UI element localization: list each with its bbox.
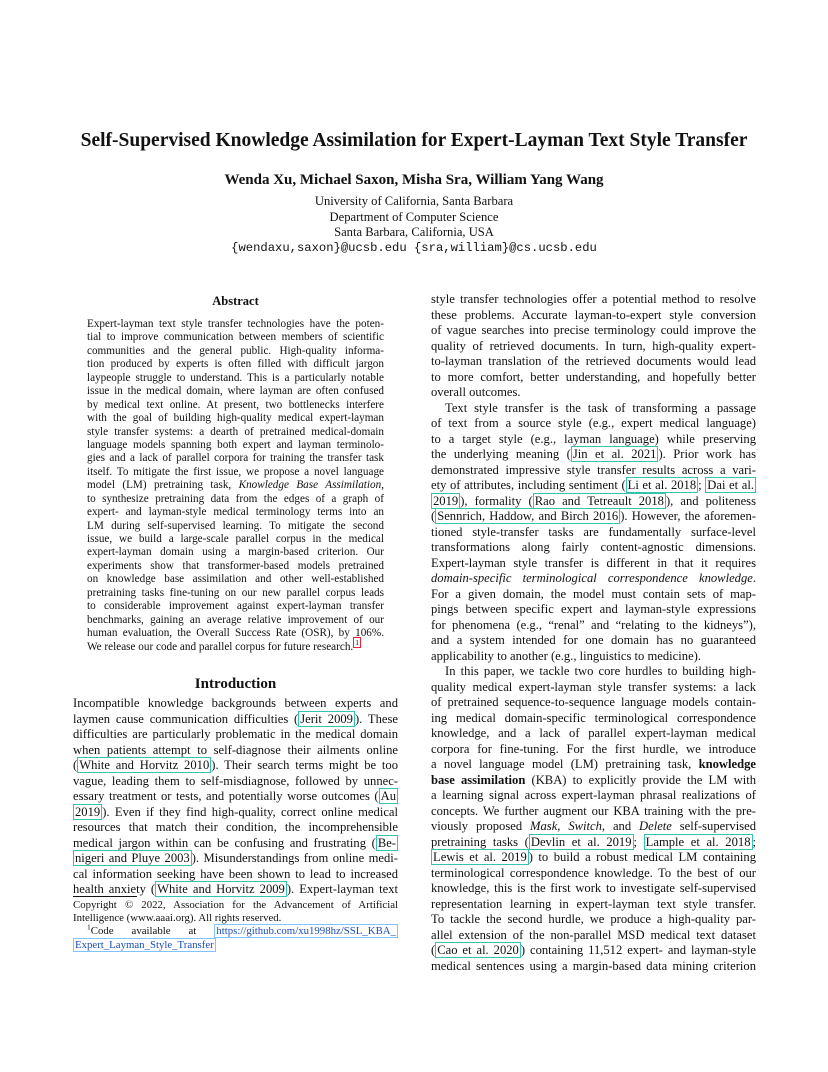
citation-rao[interactable]: Rao and Tetreault 2018 xyxy=(534,493,664,508)
introduction-left-column xyxy=(73,696,398,898)
introduction-heading: Introduction xyxy=(194,676,277,692)
abstract-line: issue in the medical domain, where layman are often confused xyxy=(87,385,384,398)
affiliation-department: Department of Computer Science xyxy=(329,209,499,224)
copyright-line: Intelligence (www.aaai.org). All rights reserved. xyxy=(73,912,282,925)
citation-cao[interactable]: Cao et al. 2020 xyxy=(437,943,519,957)
body-line: and a system intended for one domain has no guaranteed xyxy=(431,633,756,647)
citation-benigeri-cont[interactable]: nigeri and Pluye 2003 xyxy=(75,851,190,865)
body-line: ety of attributes, including sentiment ( Li et al. 2018 ; Dai et al. xyxy=(431,478,754,492)
abstract-line: experiments show that transformer-based models pretrained xyxy=(87,559,384,572)
body-line: applicability to another (e.g., linguistics to medicine). xyxy=(431,648,701,663)
body-line: to-layman translation of the retrieved documents would lead xyxy=(431,354,756,368)
abstract-line: benchmarks, gaining an average relative improvement of our xyxy=(87,613,384,626)
footnote-marker-link[interactable]: 1 xyxy=(355,637,359,647)
body-line: Expert-layman style transfer is different in that it requires xyxy=(431,555,756,570)
intro-line: essary treatment or tests, and potentially worse outcomes ( Au xyxy=(73,789,396,803)
affiliation-university: University of California, Santa Barbara xyxy=(314,194,514,208)
body-line: pings between specific expert and layman-style expressions xyxy=(431,602,756,616)
intro-line: ( White and Horvitz 2010 ). Their search terms might be too xyxy=(73,758,398,772)
abstract-body xyxy=(87,318,384,654)
abstract-line: to synthesize pretraining data from the edges of a graph of xyxy=(87,492,384,505)
body-line: to a target style (e.g., layman language) while preserving xyxy=(431,431,756,446)
abstract-line: on knowledge base assimilation and other well-established xyxy=(87,573,384,586)
right-column xyxy=(431,292,756,974)
body-line: demonstrated impressive style transfer results across a vari- xyxy=(431,462,756,477)
abstract-line: issue, we build a large-scale parallel corpus in the medical xyxy=(87,533,384,545)
code-url-link-cont[interactable]: Expert_Layman_Style_Transfer xyxy=(75,938,214,951)
citation-white-2010[interactable]: White and Horvitz 2010 xyxy=(79,758,210,772)
body-line: quality medical expert-layman style transfer systems: a lack xyxy=(431,679,756,694)
abstract-line: itself. To mitigate the first issue, we propose a novel language xyxy=(87,465,384,478)
abstract-line-text: model (LM) pretraining task, xyxy=(87,479,239,492)
citation-sennrich[interactable]: Sennrich, Haddow, and Birch 2016 xyxy=(437,509,619,523)
abstract-line: tial to improve communication between members of scientific xyxy=(87,331,384,344)
intro-line: 2019 ). Even if they find high-quality, correct online medical xyxy=(75,804,398,819)
intro-line: difficulties are particularly problematic in the medical domain xyxy=(73,727,398,741)
body-line: corpora for fine-tuning. For the first hurdle, we introduce xyxy=(431,741,756,756)
abstract-line: by medical text online. At present, two bottlenecks interfere xyxy=(87,398,384,411)
citation-jerit[interactable]: Jerit 2009 xyxy=(300,711,353,726)
intro-line: laymen cause communication difficulties ( Jerit 2009 ). These xyxy=(73,711,398,726)
citation-lample[interactable]: Lample et al. 2018 xyxy=(645,834,751,849)
body-line: pretraining tasks ( Devlin et al. 2019 ; Lample et al. 2018 ; xyxy=(431,834,756,849)
intro-line: Incompatible knowledge backgrounds between experts and xyxy=(73,696,398,710)
body-line: knowledge, and a lack of parallel expert-layman medical xyxy=(431,726,756,740)
abstract-line-text: We release our code and parallel corpus for future research. xyxy=(87,640,354,653)
body-line: concepts. We further augment our KBA training with the pre- xyxy=(431,803,756,818)
body-line: a novel language model (LM) pretraining task, knowledge xyxy=(431,757,756,771)
body-line: these problems. Accurate layman-to-expert style conversion xyxy=(431,307,756,322)
body-line: Text style transfer is the task of transforming a passage xyxy=(445,400,756,415)
citation-dai-year[interactable]: 2019 xyxy=(433,493,459,508)
abstract-heading: Abstract xyxy=(212,294,259,308)
body-line: allel extension of the non-parallel MSD medical text dataset xyxy=(431,927,756,942)
citation-jin[interactable]: Jin et al. 2021 xyxy=(572,447,657,461)
body-line: To tackle the second hurdle, we produce a high-quality par- xyxy=(431,912,756,926)
body-line: ( Cao et al. 2020 ) containing 11,512 expert- and layman-style xyxy=(431,943,757,957)
citation-dai[interactable]: Dai et al. xyxy=(707,478,754,492)
intro-line: when patients attempt to self-diagnose their ailments online xyxy=(73,742,398,757)
abstract-line: LM during self-supervised learning. To mitigate the second xyxy=(87,519,384,532)
body-line: base assimilation (KBA) to explicitly provide the LM with xyxy=(431,772,756,787)
affiliation-emails: {wendaxu,saxon}@ucsb.edu {sra,william}@cs.ucsb.edu xyxy=(231,240,597,255)
citation-white-2009[interactable]: White and Horvitz 2009 xyxy=(157,882,285,896)
footnotes xyxy=(73,899,398,952)
citation-au[interactable]: Au xyxy=(380,789,396,803)
body-line: domain-specific terminological correspondence knowledge. xyxy=(431,571,756,585)
body-line: Lewis et al. 2019 ) to build a robust medical LM containing xyxy=(433,850,756,864)
body-line: of vague searches into precise terminology could improve the xyxy=(431,323,756,337)
body-line: medical sentences using a margin-based data mining criterion xyxy=(431,958,756,973)
body-line: for phenomena (e.g., “renal” and “relating to the kidneys”), xyxy=(431,617,756,632)
intro-line: cal information seeking have been shown to lead to increased xyxy=(73,866,398,881)
abstract-line: pretraining tasks fine-tuning on our new parallel corpus leads xyxy=(87,586,384,599)
code-footnote-cont xyxy=(73,939,398,952)
abstract-line-last xyxy=(87,637,384,654)
body-line: representation learning in expert-layman text style transfer. xyxy=(431,896,756,911)
author-list: Wenda Xu, Michael Saxon, Misha Sra, William Yang Wang xyxy=(224,172,604,188)
footnote-number: 1 xyxy=(87,922,91,932)
body-line: 2019 ), formality ( Rao and Tetreault 2018 ), and politeness xyxy=(433,493,756,508)
body-line: to more comfort, better understanding, and hopefully better xyxy=(431,369,756,384)
intro-line: resources that match their condition, the incomprehensible xyxy=(73,820,398,834)
body-line: For a given domain, the model must contain sets of map- xyxy=(431,586,756,601)
body-line: overall outcomes. xyxy=(431,385,521,399)
abstract-line: gies and a lack of parallel corpora for training the transfer task xyxy=(87,452,384,465)
body-line: style transfer technologies offer a potential method to resolve xyxy=(431,292,756,306)
abstract-line: tion produced by experts is often filled with difficult jargon xyxy=(87,358,384,371)
body-line: viously proposed Mask, Switch, and Delete self-supervised xyxy=(431,819,757,833)
intro-line: health anxiety ( White and Horvitz 2009 ). Expert-layman text xyxy=(73,882,398,896)
footnote-divider xyxy=(73,896,137,897)
affiliation-location: Santa Barbara, California, USA xyxy=(334,225,494,239)
citation-au-year[interactable]: 2019 xyxy=(75,804,101,819)
abstract-line: style transfer systems: a dearth of pretrained medical-domain xyxy=(87,425,384,438)
body-line: terminological correspondence knowledge. To the best of our xyxy=(431,865,756,880)
body-line: of pretrained sequence-to-sequence language models contain- xyxy=(431,695,756,709)
citation-li[interactable]: Li et al. 2018 xyxy=(627,478,697,492)
citation-devlin[interactable]: Devlin et al. 2019 xyxy=(530,834,632,849)
intro-line: nigeri and Pluye 2003 ). Misunderstandings from online medi- xyxy=(75,851,398,865)
body-line: of text from a source style (e.g., expert medical language) xyxy=(431,416,756,430)
abstract-line: human evaluation, the Overall Success Rate (OSR), by 106%. xyxy=(87,627,384,640)
kba-term: Knowledge Base Assimilation xyxy=(238,479,382,492)
intro-line: vague, leading them to self-misdiagnose, followed by unnec- xyxy=(73,773,398,788)
affiliation-block xyxy=(40,194,788,256)
body-line: knowledge, this is the first work to investigate self-supervised xyxy=(431,881,756,895)
body-line: a learning signal across expert-layman phrasal realizations of xyxy=(431,788,756,802)
abstract-line: to considerable improvement against expert-layman transfer xyxy=(87,600,384,613)
paper-title: Self-Supervised Knowledge Assimilation for Expert-Layman Text Style Transfer xyxy=(80,130,748,151)
abstract-line: language models spanning both expert and layman terminolo- xyxy=(87,438,384,451)
body-line: tioned style-transfer tasks are fundamentally surface-level xyxy=(431,524,756,539)
code-footnote xyxy=(73,922,398,938)
intro-line: medical jargon within can be confusing and frustrating ( Be- xyxy=(73,835,396,850)
abstract-line: Expert-layman text style transfer technologies have the poten- xyxy=(87,318,384,330)
body-line: the underlying meaning ( Jin et al. 2021 ). Prior work has xyxy=(431,447,757,461)
body-line: quality of retrieved documents. In turn, high-quality expert- xyxy=(431,338,756,353)
abstract-line-kba xyxy=(87,479,384,492)
abstract-line: laypeople struggle to understand. This is a particularly notable xyxy=(87,371,384,384)
citation-benigeri[interactable]: Be- xyxy=(377,835,396,850)
code-url-link[interactable]: https://github.com/xu1998hz/SSL_KBA_ xyxy=(216,925,396,938)
body-line: ( Sennrich, Haddow, and Birch 2016 ). However, the aforemen- xyxy=(431,509,756,523)
body-line: transformations along fairly content-agnostic dimensions. xyxy=(431,540,756,554)
abstract-line: communities and the general public. High-quality informa- xyxy=(87,344,384,357)
abstract-line: with the goal of building high-quality medical expert-layman xyxy=(87,412,384,425)
abstract-line: expert-layman domain using a margin-based criterion. Our xyxy=(87,546,384,559)
abstract-line: expert- and layman-style medical terminology terms into an xyxy=(87,506,384,519)
code-footnote-text: Code available at xyxy=(90,925,197,938)
body-line: In this paper, we tackle two core hurdles to building high- xyxy=(445,664,756,678)
citation-lewis[interactable]: Lewis et al. 2019 xyxy=(433,850,527,864)
abstract-punct: , xyxy=(381,479,384,492)
body-line: ing medical domain-specific terminological correspondence xyxy=(431,710,756,725)
copyright-line: Copyright © 2022, Association for the Advancement of Artificial xyxy=(73,899,398,911)
